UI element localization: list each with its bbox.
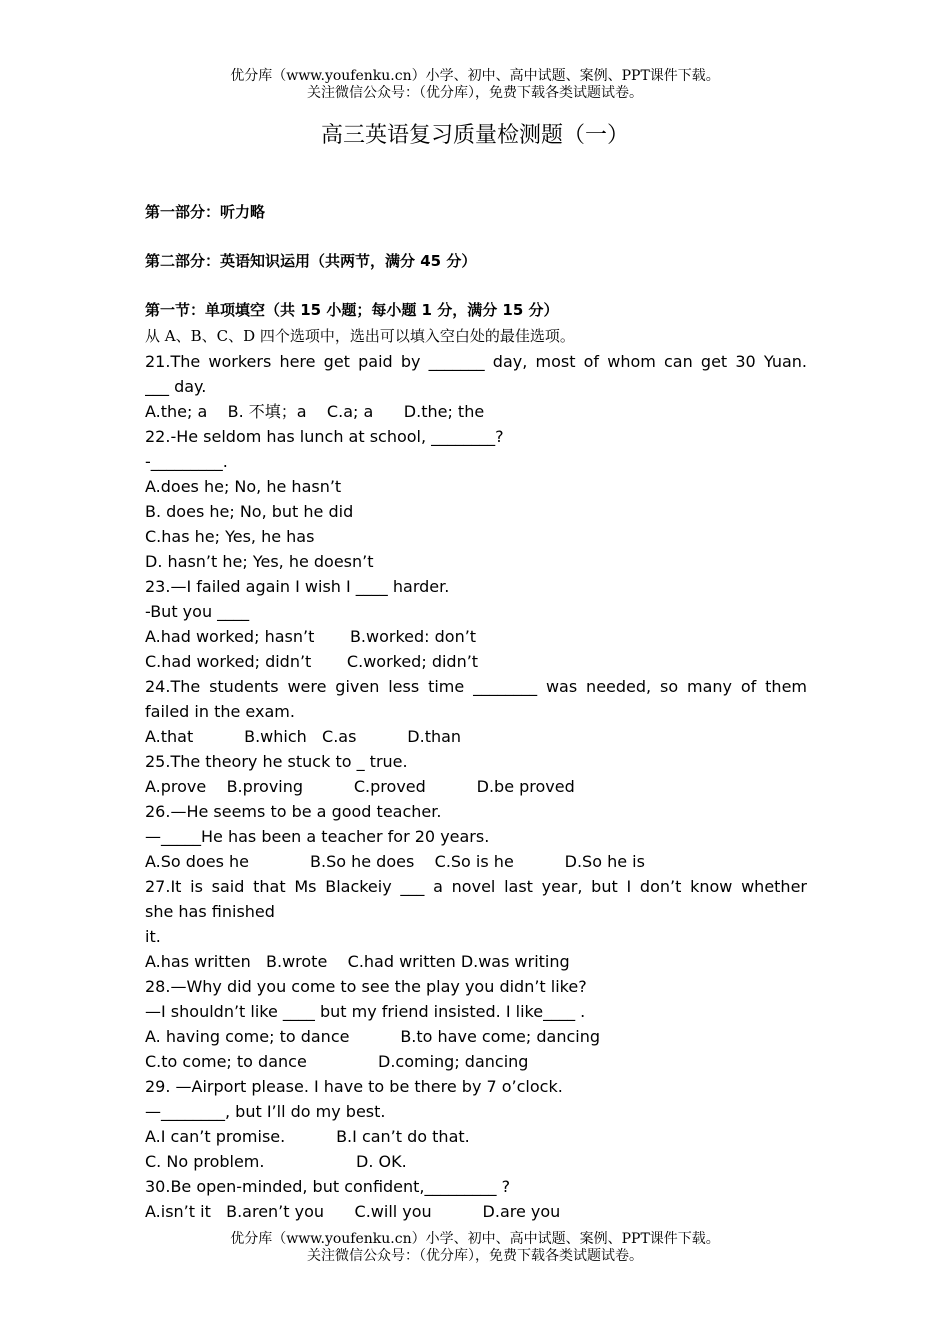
q22-reply: -_________.: [145, 452, 228, 471]
q27-stem-cont: she has finished: [145, 902, 275, 921]
q23-reply: -But you ____: [145, 602, 250, 621]
q24-stem-cont: failed in the exam.: [145, 702, 295, 721]
q22-option-d: D. hasn’t he; Yes, he doesn’t: [145, 552, 374, 571]
q28-options-cd: C.to come; to dance D.coming; dancing: [145, 1052, 529, 1071]
header-line-2: 关注微信公众号：（优分库），免费下载各类试题试卷。: [307, 85, 643, 101]
section-1-heading: 第一节：单项填空（共 15 小题；每小题 1 分，满分 15 分）: [145, 301, 559, 319]
q27-options: A.has written B.wrote C.had written D.was writing: [145, 952, 570, 971]
q21-options: A.the; a B. 不填；a C.a; a D.the; the: [145, 402, 485, 421]
q23-options-cd: C.had worked; didn’t C.worked; didn’t: [145, 652, 479, 671]
q22-option-c: C.has he; Yes, he has: [145, 527, 315, 546]
page-header: [0, 68, 950, 102]
q25-stem: 25.The theory he stuck to _ true.: [145, 752, 408, 771]
footer-line-1: 优分库（www.youfenku.cn）小学、初中、高中试题、案例、PPT课件下载。: [230, 1231, 720, 1247]
q26-reply: —_____He has been a teacher for 20 years.: [145, 827, 490, 846]
q29-reply: —________, but I’ll do my best.: [145, 1102, 386, 1121]
q22-option-b: B. does he; No, but he did: [145, 502, 354, 521]
q24-stem: 24.The students were given less time ________ was needed, so many of them: [145, 677, 807, 696]
q28-reply: —I shouldn’t like ____ but my friend insisted. I like____ .: [145, 1002, 586, 1021]
header-line-1: 优分库（www.youfenku.cn）小学、初中、高中试题、案例、PPT课件下载。: [230, 68, 720, 84]
part-1-heading: 第一部分：听力略: [145, 203, 266, 221]
page-footer: [0, 1231, 950, 1265]
q24-options: A.that B.which C.as D.than: [145, 727, 462, 746]
footer-line-2: 关注微信公众号：（优分库），免费下载各类试题试卷。: [307, 1248, 643, 1264]
q22-stem: 22.-He seldom has lunch at school, ________?: [145, 427, 504, 446]
q21-stem: 21.The workers here get paid by _______ day, most of whom can get 30 Yuan.: [145, 352, 807, 371]
q26-stem: 26.—He seems to be a good teacher.: [145, 802, 442, 821]
q22-option-a: A.does he; No, he hasn’t: [145, 477, 342, 496]
q27-stem: 27.It is said that Ms Blackeiy ___ a novel last year, but I don’t know whether: [145, 877, 807, 896]
q23-stem: 23.—I failed again I wish I ____ harder.: [145, 577, 450, 596]
q26-options: A.So does he B.So he does C.So is he D.So he is: [145, 852, 645, 871]
question-body: [145, 324, 807, 1224]
q29-options-ab: A.I can’t promise. B.I can’t do that.: [145, 1127, 470, 1146]
q30-stem: 30.Be open-minded, but confident,_________ ?: [145, 1177, 511, 1196]
q25-options: A.prove B.proving C.proved D.be proved: [145, 777, 575, 796]
q29-stem: 29. —Airport please. I have to be there by 7 o’clock.: [145, 1077, 563, 1096]
q27-stem-end: it.: [145, 927, 161, 946]
q28-stem: 28.—Why did you come to see the play you didn’t like?: [145, 977, 587, 996]
q29-options-cd: C. No problem. D. OK.: [145, 1152, 407, 1171]
q28-options-ab: A. having come; to dance B.to have come; dancing: [145, 1027, 601, 1046]
document-title: 高三英语复习质量检测题（一）: [320, 123, 629, 148]
instruction-text: 从 A、B、C、D 四个选项中，选出可以填入空白处的最佳选项。: [145, 327, 575, 345]
part-2-heading: 第二部分：英语知识运用（共两节，满分 45 分）: [145, 252, 477, 270]
q30-options: A.isn’t it B.aren’t you C.will you D.are you: [145, 1202, 561, 1221]
q23-options-ab: A.had worked; hasn’t B.worked: don’t: [145, 627, 477, 646]
q21-stem-cont: ___ day.: [145, 377, 207, 396]
